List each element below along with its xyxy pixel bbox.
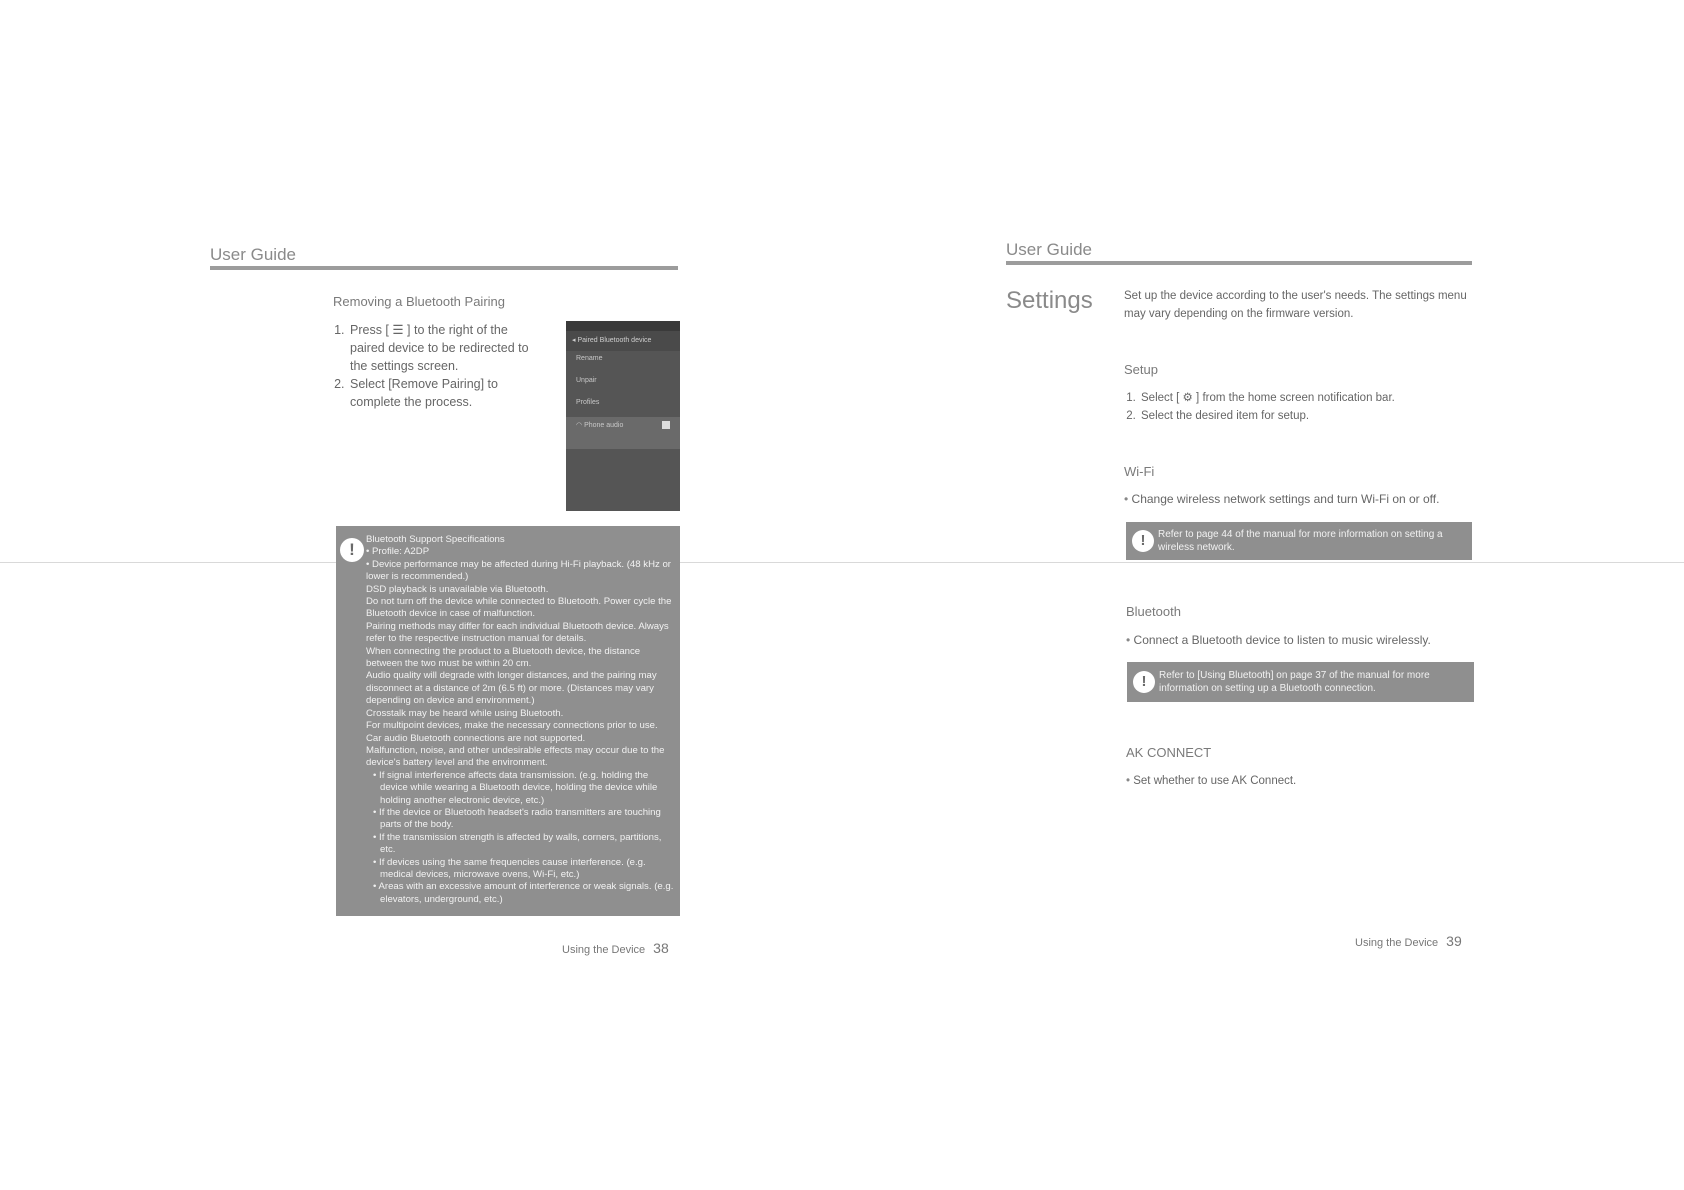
screenshot-item-phone-audio: ◠ Phone audio xyxy=(566,417,680,449)
setup-steps xyxy=(1124,389,1474,425)
right-header-rule xyxy=(1006,261,1472,265)
settings-intro: Set up the device according to the user's needs. The settings menu may vary depending on the firmware version. xyxy=(1124,290,1467,320)
left-steps xyxy=(333,321,533,411)
right-page-number: 39 xyxy=(1446,933,1462,949)
notice-sub-bullet: • Areas with an excessive amount of interference or weak signals. (e.g. elevators, underground, etc.) xyxy=(366,881,674,906)
wifi-heading: Wi-Fi xyxy=(1124,464,1155,479)
notice-line: • Profile: A2DP xyxy=(366,546,674,558)
bluetooth-heading: Bluetooth xyxy=(1126,604,1181,619)
notice-line: • Device performance may be affected during Hi-Fi playback. (48 kHz or lower is recommended.) xyxy=(366,559,674,584)
screenshot-item-rename: Rename xyxy=(576,355,603,362)
left-header: User Guide xyxy=(210,245,296,264)
bluetooth-bullet: • Connect a Bluetooth device to listen to music wirelessly. xyxy=(1126,631,1431,649)
setup-heading: Setup xyxy=(1124,362,1158,377)
notice-line: DSD playback is unavailable via Bluetooth. xyxy=(366,583,549,595)
akconnect-bullet: • Set whether to use AK Connect. xyxy=(1126,772,1296,790)
bluetooth-notice-text: Refer to [Using Bluetooth] on page 37 of the manual for more information on setting up a Bluetooth connection. xyxy=(1159,670,1430,694)
setup-step-2: 2. Select the desired item for setup. xyxy=(1139,407,1474,425)
akconnect-heading: AK CONNECT xyxy=(1126,745,1212,760)
notice-line: Pairing methods may differ for each individual Bluetooth device. Always refer to the respective instruction manual for details. xyxy=(366,620,669,645)
notice-line: Malfunction, noise, and other undesirable effects may occur due to the device's battery level and the environment. xyxy=(366,744,665,769)
status-bar xyxy=(566,321,680,331)
headphones-icon: ◠ xyxy=(576,422,583,429)
left-footer-label: Using the Device xyxy=(562,944,646,956)
right-header: User Guide xyxy=(1006,240,1092,259)
notice-sub-bullet: • If devices using the same frequencies cause interference. (e.g. medical devices, microwave ovens, Wi-Fi, etc.) xyxy=(366,857,674,882)
checkbox-icon xyxy=(662,421,670,429)
exclamation-icon: ! xyxy=(340,538,364,562)
screenshot-item-unpair: Unpair xyxy=(576,377,597,384)
wifi-notice xyxy=(1126,522,1472,560)
exclamation-icon: ! xyxy=(1132,530,1154,552)
notice-sub-bullet: • If signal interference affects data transmission. (e.g. holding the device while wearing a Bluetooth device, holding the device while holding another electronic device, etc.) xyxy=(366,770,674,807)
settings-title: Settings xyxy=(1006,287,1093,314)
setup-step-1: 1. Select [ ⚙ ] from the home screen notification bar. xyxy=(1139,389,1474,407)
notice-line: When connecting the product to a Bluetooth device, the distance between the two must be within 20 cm. xyxy=(366,645,641,670)
page-fold-line xyxy=(0,562,1684,563)
notice-line: For multipoint devices, make the necessary connections prior to use. xyxy=(366,720,658,732)
bluetooth-spec-notice xyxy=(336,526,680,916)
screenshot-app-bar: ◂ Paired Bluetooth device xyxy=(566,331,680,351)
left-header-rule xyxy=(210,266,678,270)
right-footer xyxy=(1355,933,1462,949)
bluetooth-notice xyxy=(1127,662,1474,702)
exclamation-icon: ! xyxy=(1133,671,1155,693)
notice-line: Audio quality will degrade with longer distances, and the pairing may disconnect at a distance of 2m (6.5 ft) or more. (Distances may vary depending on device and environment.) xyxy=(366,670,657,707)
notice-line: Do not turn off the device while connected to Bluetooth. Power cycle the Bluetooth device in case of malfunction. xyxy=(366,596,672,620)
left-page-number: 38 xyxy=(653,940,669,956)
left-step-1: 1. Press [ ☰ ] to the right of the paired device to be redirected to the settings screen. xyxy=(348,321,533,375)
left-footer xyxy=(562,940,669,956)
screenshot-app-bar-title: Paired Bluetooth device xyxy=(577,337,652,344)
notice-sub-bullet: • If the transmission strength is affected by walls, corners, partitions, etc. xyxy=(366,832,674,857)
wifi-bullet: • Change wireless network settings and turn Wi-Fi on or off. xyxy=(1124,490,1439,508)
screenshot-item-profiles: Profiles xyxy=(576,399,600,406)
notice-line: Crosstalk may be heard while using Bluetooth. xyxy=(366,707,564,719)
notice-title: Bluetooth Support Specifications xyxy=(366,534,505,545)
right-footer-label: Using the Device xyxy=(1355,937,1439,949)
wifi-notice-text: Refer to page 44 of the manual for more information on setting a wireless network. xyxy=(1158,529,1443,553)
device-screenshot xyxy=(566,321,680,511)
notice-sub-bullet: • If the device or Bluetooth headset's radio transmitters are touching parts of the body. xyxy=(366,807,674,832)
notice-line: Car audio Bluetooth connections are not supported. xyxy=(366,732,586,744)
left-step-2: 2. Select [Remove Pairing] to complete the process. xyxy=(348,375,533,411)
left-section-title: Removing a Bluetooth Pairing xyxy=(333,294,505,309)
